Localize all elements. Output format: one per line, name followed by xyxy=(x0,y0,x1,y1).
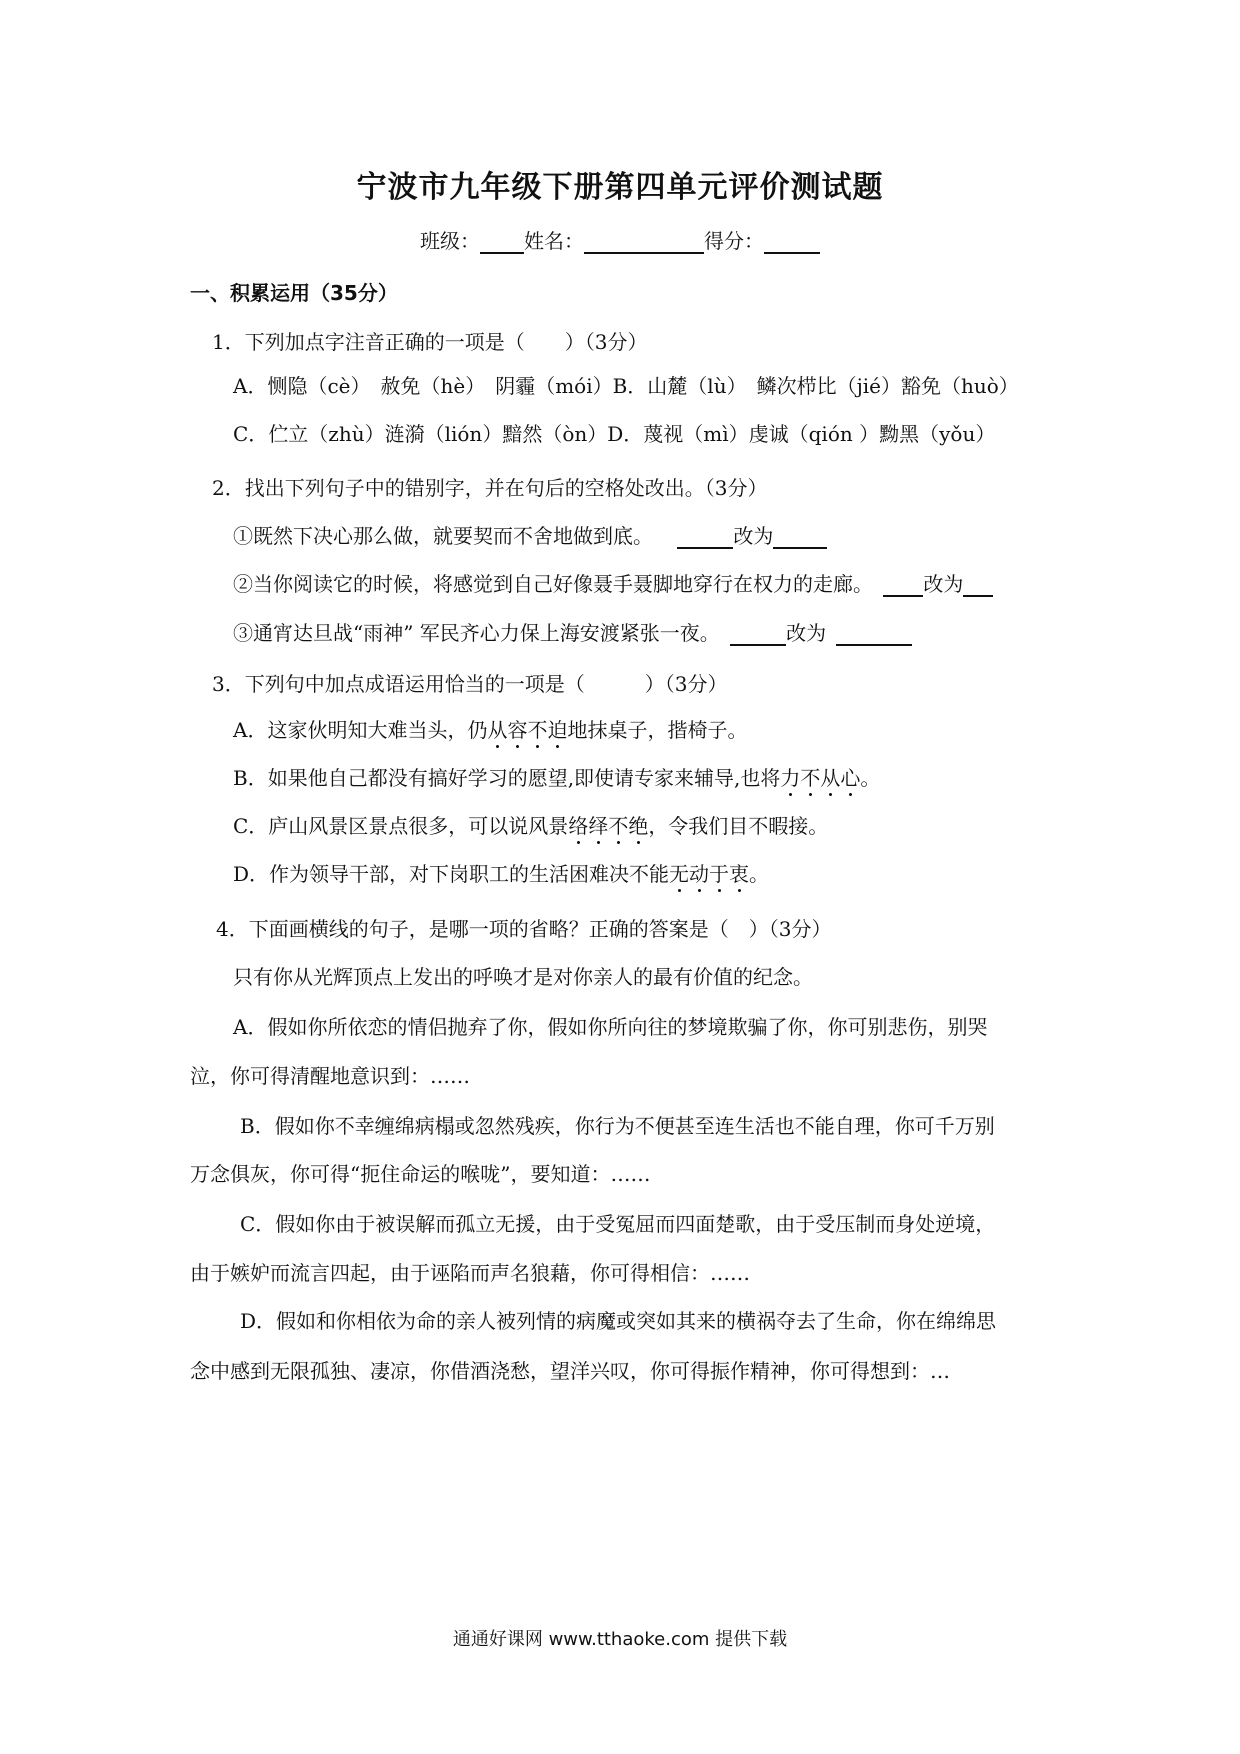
q2-s2-text: ②当你阅读它的时候，将感觉到自己好像聂手聂脚地穿行在权力的走廊。 xyxy=(233,572,873,596)
emphasis-char: 不 xyxy=(800,766,821,790)
q3-b-post: 。 xyxy=(860,766,881,790)
q2-s2-correct-blank xyxy=(963,573,993,597)
q3-option-d xyxy=(233,858,769,887)
q3-d-pre: D．作为领导干部，对下岗职工的生活困难决不能 xyxy=(233,862,670,886)
q3-c-pre: C．庐山风景区景点很多，可以说风景 xyxy=(233,814,569,838)
q3-c-idiom xyxy=(568,814,648,838)
q2-stem: 2．找出下列句子中的错别字，并在句后的空格处改出。（3分） xyxy=(212,476,768,500)
q4-option-b-line2: 万念俱灰，你可得“扼住命运的喉咙”，要知道：…… xyxy=(190,1162,651,1186)
q1-options-cd: C．伫立（zhù）涟漪（lión）黯然（òn）D．蔑视（mì）虔诚（qión ）黝黑（yǒu） xyxy=(233,422,996,446)
q3-stem: 3．下列句中加点成语运用恰当的一项是（ ）（3分） xyxy=(212,672,728,696)
emphasis-char: 容 xyxy=(507,718,528,742)
q2-s1-text: ①既然下决心那么做，就要契而不舍地做到底。 xyxy=(233,524,653,548)
emphasis-char: 绎 xyxy=(588,814,609,838)
emphasis-char: 心 xyxy=(840,766,861,790)
q3-d-post: 。 xyxy=(749,862,770,886)
q2-s3-text: ③通宵达旦战“雨神” 军民齐心力保上海安渡紧张一夜。 xyxy=(233,621,720,645)
emphasis-char: 迫 xyxy=(547,718,568,742)
section-heading: 一、积累运用（35分） xyxy=(190,281,398,305)
q2-s3-correct-blank xyxy=(836,622,912,646)
emphasis-char: 绝 xyxy=(628,814,649,838)
emphasis-char: 动 xyxy=(689,862,710,886)
q2-s2-wrong-blank xyxy=(883,573,923,597)
q4-stem: 4．下面画横线的句子，是哪一项的省略？正确的答案是（ ）（3分） xyxy=(216,917,832,941)
q2-sentence-1 xyxy=(233,520,827,549)
q2-sentence-3 xyxy=(233,617,912,646)
q4-option-c-line2: 由于嫉妒而流言四起，由于诬陷而声名狼藉，你可得相信：…… xyxy=(190,1261,750,1285)
emphasis-char: 不 xyxy=(527,718,548,742)
q3-option-c xyxy=(233,810,828,839)
name-label: 姓名： xyxy=(524,229,584,253)
q3-option-a xyxy=(233,714,747,743)
emphasis-char: 衷 xyxy=(729,862,750,886)
q2-s3-wrong-blank xyxy=(730,622,786,646)
q2-s1-correct-blank xyxy=(773,525,827,549)
emphasis-char: 力 xyxy=(780,766,801,790)
class-label: 班级： xyxy=(420,229,480,253)
emphasis-char: 于 xyxy=(709,862,730,886)
emphasis-char: 从 xyxy=(820,766,841,790)
q2-s1-change-label: 改为 xyxy=(733,524,774,548)
q4-option-a-line1: A．假如你所依恋的情侣抛弃了你，假如你所向往的梦境欺骗了你，你可别悲伤，别哭 xyxy=(233,1015,988,1039)
q3-a-idiom xyxy=(487,718,567,742)
q2-s3-change-label: 改为 xyxy=(786,621,827,645)
q1-stem: 1．下列加点字注音正确的一项是（ ）（3分） xyxy=(212,330,648,354)
q4-option-a-line2: 泣，你可得清醒地意识到：…… xyxy=(190,1064,470,1088)
name-blank xyxy=(584,230,704,254)
q3-option-b xyxy=(233,762,880,791)
score-blank xyxy=(764,230,820,254)
score-label: 得分： xyxy=(704,229,764,253)
page-title: 宁波市九年级下册第四单元评价测试题 xyxy=(356,170,884,205)
student-info-line xyxy=(0,225,1240,254)
q1-options-ab: A．恻隐（cè） 赦免（hè） 阴霾（mói）B．山麓（lù） 鳞次栉比（jié）豁免（huò） xyxy=(233,374,1019,398)
q3-a-post: 地抹桌子，揩椅子。 xyxy=(567,718,748,742)
emphasis-char: 络 xyxy=(568,814,589,838)
q3-d-idiom xyxy=(669,862,749,886)
class-blank xyxy=(480,230,524,254)
q4-sentence: 只有你从光辉顶点上发出的呼唤才是对你亲人的最有价值的纪念。 xyxy=(233,965,813,989)
q4-option-c-line1: C．假如你由于被误解而孤立无援，由于受冤屈而四面楚歌，由于受压制而身处逆境， xyxy=(240,1212,996,1236)
footer-download-note: 通通好课网 www.tthaoke.com 提供下载 xyxy=(452,1629,788,1650)
emphasis-char: 无 xyxy=(669,862,690,886)
q3-b-pre: B．如果他自己都没有搞好学习的愿望,即使请专家来辅导,也将 xyxy=(233,766,781,790)
q4-option-d-line2: 念中感到无限孤独、凄凉，你借酒浇愁，望洋兴叹，你可得振作精神，你可得想到：… xyxy=(190,1359,950,1383)
q3-c-post: ，令我们目不暇接。 xyxy=(648,814,829,838)
q2-sentence-2 xyxy=(233,568,993,597)
q4-option-b-line1: B．假如你不幸缠绵病榻或忽然残疾，你行为不便甚至连生活也不能自理，你可千万别 xyxy=(240,1114,995,1138)
q2-s2-change-label: 改为 xyxy=(923,572,964,596)
q4-option-d-line1: D．假如和你相依为命的亲人被列情的病魔或突如其来的横祸夺去了生命，你在绵绵思 xyxy=(240,1309,997,1333)
emphasis-char: 不 xyxy=(608,814,629,838)
q2-s1-wrong-blank xyxy=(677,525,733,549)
q3-b-idiom xyxy=(780,766,860,790)
q3-a-pre: A．这家伙明知大难当头，仍 xyxy=(233,718,488,742)
emphasis-char: 从 xyxy=(487,718,508,742)
